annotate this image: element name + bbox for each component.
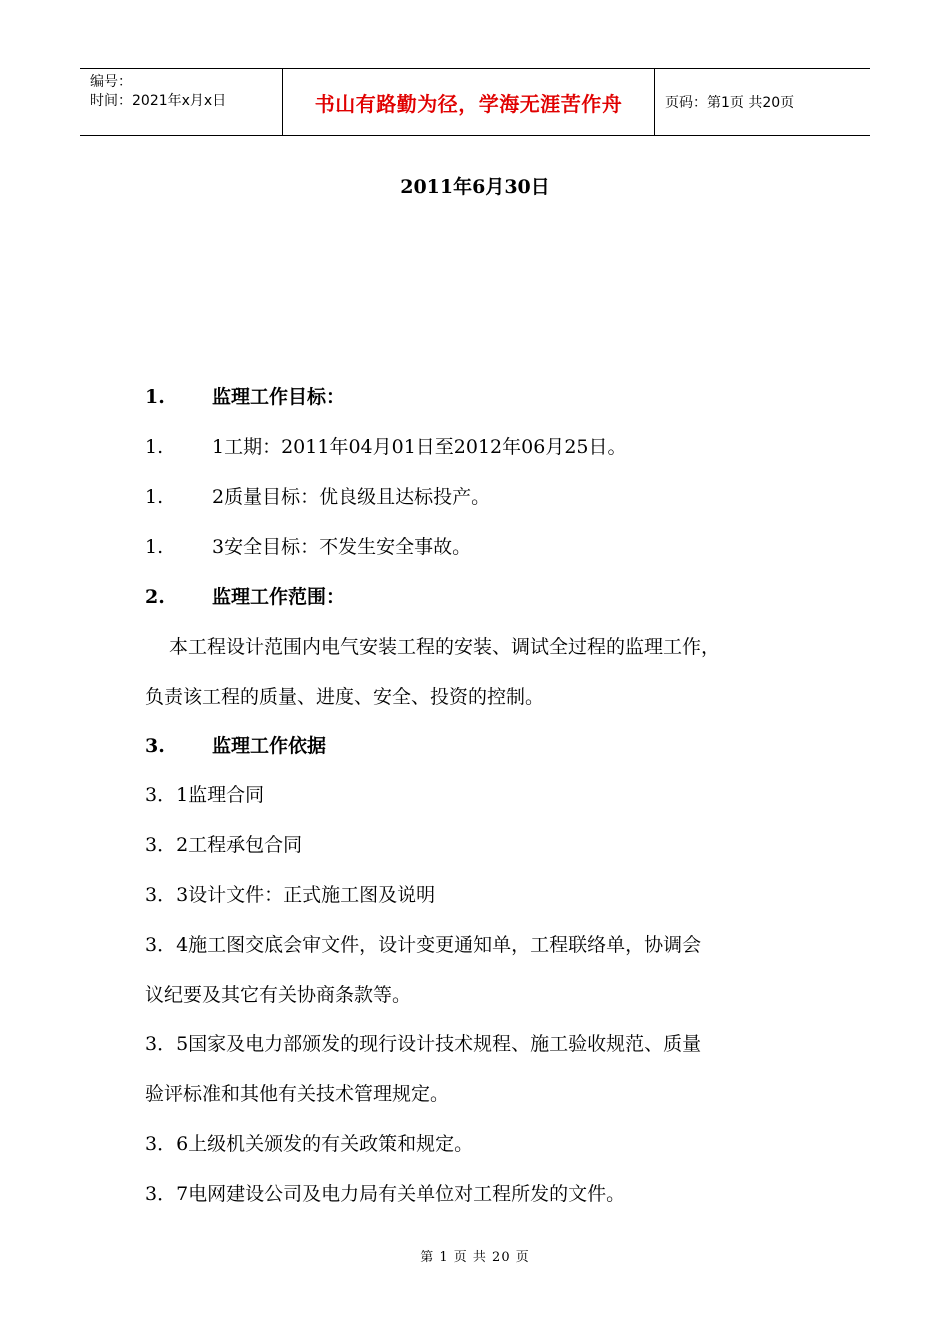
header-page-info: 页码：第1页 共20页: [665, 95, 795, 111]
item-text: 1工期：2011年04月01日至2012年06月25日。: [212, 436, 627, 458]
item-3-1: 3．1监理合同: [145, 784, 265, 806]
item-text: 3安全目标：不发生安全事故。: [212, 536, 472, 558]
section-title: 监理工作依据: [212, 735, 327, 757]
item-text: 2质量目标：优良级且达标投产。: [212, 486, 491, 508]
doc-number-label: 编号：: [90, 74, 132, 90]
item-3-5: 3．5国家及电力部颁发的现行设计技术规程、施工验收规范、质量: [145, 1033, 702, 1055]
item-number: 1.: [145, 536, 164, 558]
item-3-3: 3．3设计文件：正式施工图及说明: [145, 884, 436, 906]
item-3-5-cont: 验评标准和其他有关技术管理规定。: [145, 1083, 450, 1105]
document-date: 2011年6月30日: [400, 176, 550, 198]
item-3-7: 3．7电网建设公司及电力局有关单位对工程所发的文件。: [145, 1183, 626, 1205]
section-title: 监理工作目标：: [212, 386, 346, 408]
item-3-4-cont: 议纪要及其它有关协商条款等。: [145, 984, 412, 1006]
paragraph-line: 本工程设计范围内电气安装工程的安装、调试全过程的监理工作，: [169, 636, 721, 658]
item-1-3: [145, 532, 471, 562]
page-footer: 第 1 页 共 20 页: [420, 1250, 530, 1265]
section-1-heading: [145, 382, 345, 412]
header-motto: 书山有路勤为径，学海无涯苦作舟: [282, 69, 655, 135]
section-number: 1.: [145, 386, 165, 408]
item-number: 1.: [145, 486, 164, 508]
section-3-heading: [145, 731, 326, 761]
section-2-heading: [145, 582, 345, 612]
item-1-2: [145, 482, 490, 512]
item-number: 1.: [145, 436, 164, 458]
paragraph-line: 负责该工程的质量、进度、安全、投资的控制。: [145, 686, 545, 708]
section-number: 2.: [145, 586, 165, 608]
header-meta: [80, 69, 282, 135]
item-3-6: 3．6上级机关颁发的有关政策和规定。: [145, 1133, 474, 1155]
page-header: [80, 68, 870, 136]
doc-time-label: 时间：2021年x月x日: [90, 93, 227, 109]
item-3-4: 3．4施工图交底会审文件，设计变更通知单，工程联络单，协调会: [145, 934, 702, 956]
section-number: 3.: [145, 735, 165, 757]
item-3-2: 3．2工程承包合同: [145, 834, 303, 856]
item-1-1: [145, 432, 627, 462]
section-title: 监理工作范围：: [212, 586, 346, 608]
